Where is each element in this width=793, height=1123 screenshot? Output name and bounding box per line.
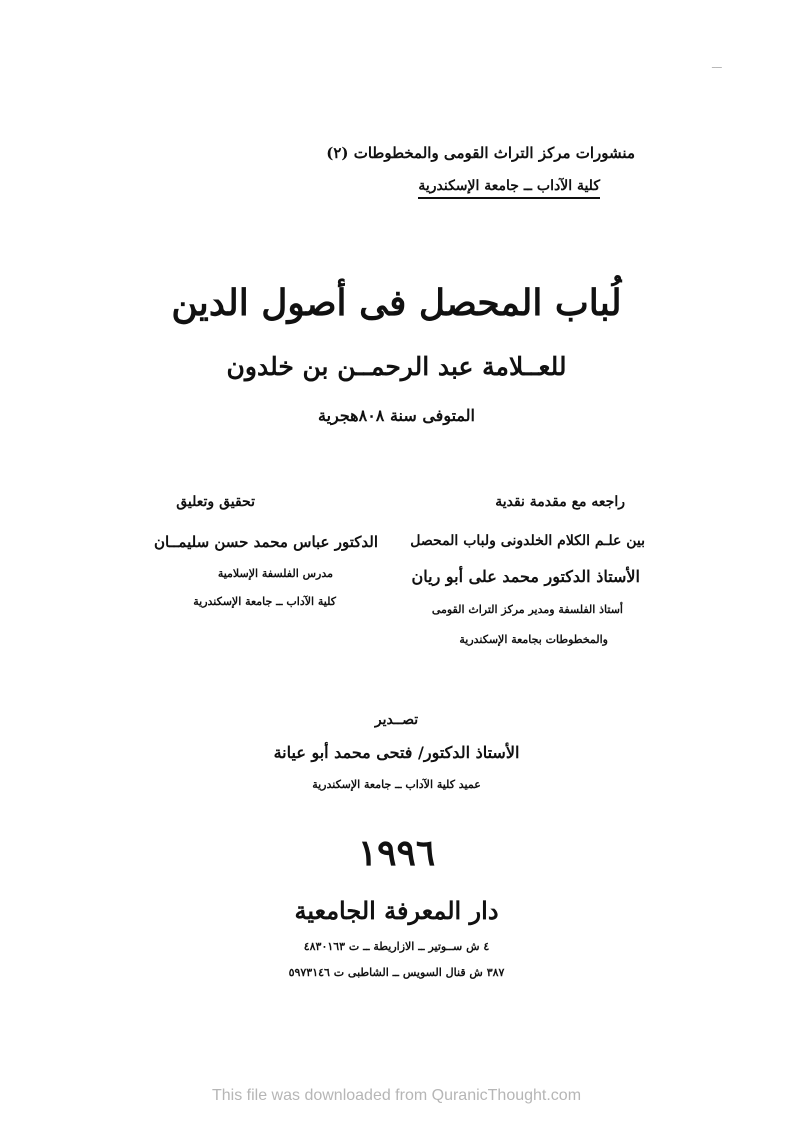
publication-year: ١٩٩٦	[357, 832, 436, 874]
editor-heading: تحقيق وتعليق	[176, 494, 255, 510]
preface-author-name: الأستاذ الدكتور/ فتحى محمد أبو عيانة	[273, 743, 520, 762]
reviewer-heading: راجعه مع مقدمة نقدية	[495, 494, 625, 510]
download-footer-note: This file was downloaded from QuranicThought.com	[211, 1087, 582, 1104]
publisher-address-1: ٤ ش ســوتير ــ الازاريطة ــ ت ٤٨٣٠١٦٣	[303, 940, 490, 953]
faculty-line: كلية الآداب ــ جامعة الإسكندرية	[418, 178, 600, 199]
editor-name: الدكتور عباس محمد حسن سليمــان	[154, 533, 378, 551]
editor-position: مدرس الفلسفة الإسلامية	[217, 567, 333, 580]
reviewer-name: الأستاذ الدكتور محمد على أبو ريان	[411, 567, 640, 586]
corner-mark: ـــ	[712, 58, 722, 71]
preface-author-role: عميد كلية الآداب ــ جامعة الإسكندرية	[312, 778, 481, 791]
preface-heading: تصــدير	[374, 712, 419, 728]
reviewer-position: أستاذ الفلسفة ومدير مركز التراث القومى	[431, 603, 623, 616]
publisher-address-2: ٣٨٧ ش قنال السويس ــ الشاطبى ت ٥٩٧٣١٤٦	[288, 966, 505, 979]
series-line: منشورات مركز التراث القومى والمخطوطات (٢)	[326, 144, 635, 162]
reviewer-subject: بين علـم الكلام الخلدونى ولباب المحصل	[410, 533, 645, 549]
death-date-line: المتوفى سنة ٨٠٨هجرية	[317, 406, 475, 425]
author-line: للعــلامة عبد الرحمــن بن خلدون	[226, 352, 567, 381]
editor-affiliation: كلية الآداب ــ جامعة الإسكندرية	[193, 595, 336, 608]
book-title: لُباب المحصل فى أصول الدين	[171, 282, 622, 324]
reviewer-affiliation: والمخطوطات بجامعة الإسكندرية	[459, 633, 608, 646]
publisher-name: دار المعرفة الجامعية	[294, 896, 499, 925]
